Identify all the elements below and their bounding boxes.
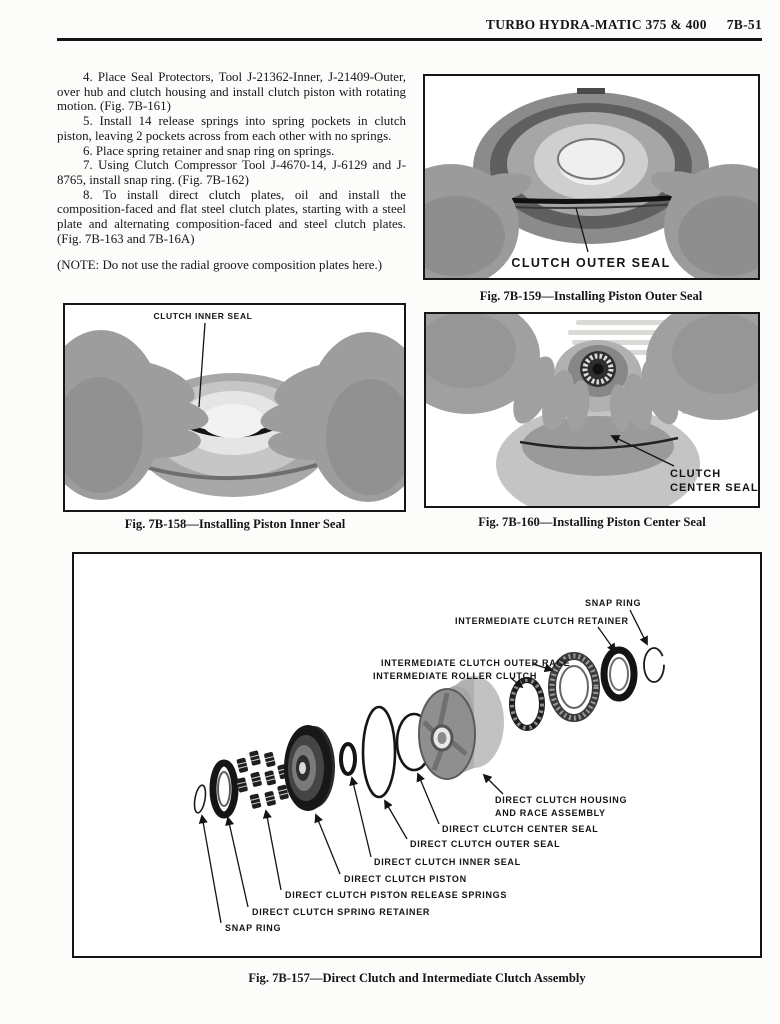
step-paragraph: 6. Place spring retainer and snap ring on springs. — [83, 143, 335, 158]
label-direct-clutch-spring-retainer: DIRECT CLUTCH SPRING RETAINER — [252, 907, 431, 917]
fig-7b160-caption: Fig. 7B-160—Installing Piston Center Seal — [478, 515, 706, 529]
spring-retainer-part — [213, 763, 235, 815]
fig-7b160-illustration — [426, 314, 758, 506]
label-direct-clutch-housing-line1: DIRECT CLUTCH HOUSING — [495, 795, 628, 805]
fig-7b158-illustration — [65, 305, 404, 510]
photo-label: CLUTCH OUTER SEAL — [511, 256, 671, 270]
fig-7b159-caption: Fig. 7B-159—Installing Piston Outer Seal — [479, 289, 703, 303]
snap-ring-top-part — [644, 648, 664, 682]
direct-clutch-housing-part — [419, 676, 504, 779]
fig-7b157-diagram — [74, 554, 760, 956]
page-header — [486, 17, 762, 33]
label-direct-clutch-piston: DIRECT CLUTCH PISTON — [344, 874, 467, 884]
fig-7b160-photo — [424, 312, 760, 508]
page-number: 7B-51 — [726, 17, 762, 32]
header-title: TURBO HYDRA-MATIC 375 & 400 — [485, 17, 707, 32]
outer-seal-part — [363, 707, 395, 797]
fig-7b158-caption: Fig. 7B-158—Installing Piston Inner Seal — [124, 517, 346, 531]
label-intermediate-clutch-retainer: INTERMEDIATE CLUTCH RETAINER — [455, 616, 629, 626]
label-intermediate-clutch-outer-race: INTERMEDIATE CLUTCH OUTER RACE — [381, 658, 571, 668]
label-direct-clutch-center-seal: DIRECT CLUTCH CENTER SEAL — [442, 824, 599, 834]
step-paragraph: 8. To install direct clutch plates, oil and install the composition-faced and flat steel clutch plates, starting with a steel plate and alternating composition-faced and steel clutch plates. (Fig. 7B-163 and 7B-16A) — [57, 187, 406, 246]
body-text-column — [57, 70, 406, 273]
label-direct-clutch-housing-line2: AND RACE ASSEMBLY — [495, 808, 606, 818]
fig-7b159-illustration — [425, 76, 758, 278]
fig-7b158-photo — [63, 303, 406, 512]
fig-7b157-diagram-box — [72, 552, 762, 958]
intermediate-roller-clutch-part — [512, 680, 542, 728]
photo-label-line1: CLUTCH — [670, 468, 722, 480]
label-snap-ring-top: SNAP RING — [585, 598, 642, 608]
label-direct-clutch-inner-seal: DIRECT CLUTCH INNER SEAL — [374, 857, 521, 867]
header-rule — [57, 38, 762, 41]
snap-ring-bottom-part — [193, 784, 208, 813]
fig-7b159-photo — [423, 74, 760, 280]
photo-label: CLUTCH INNER SEAL — [153, 311, 253, 321]
label-snap-ring-bottom: SNAP RING — [225, 923, 282, 933]
step-paragraph: 5. Install 14 release springs into spring pockets in clutch piston, leaving 2 pockets across from each other with no springs. — [57, 114, 406, 143]
fig-7b157-caption: Fig. 7B-157—Direct Clutch and Intermediate Clutch Assembly — [248, 971, 586, 985]
direct-clutch-piston-part — [284, 725, 335, 811]
label-intermediate-roller-clutch: INTERMEDIATE ROLLER CLUTCH — [373, 671, 538, 681]
step-paragraph: 4. Place Seal Protectors, Tool J-21362-Inner, J-21409-Outer, over hub and clutch housing and install clutch piston with rotating motion. (Fig. 7B-161) — [57, 70, 406, 114]
step-paragraph: 7. Using Clutch Compressor Tool J-4670-14, J-6129 and J-8765, install snap ring. (Fig. 7B-162) — [57, 158, 406, 187]
label-direct-clutch-outer-seal: DIRECT CLUTCH OUTER SEAL — [410, 839, 561, 849]
photo-label-line2: CENTER SEAL — [670, 482, 758, 494]
intermediate-clutch-retainer-part — [604, 650, 634, 698]
inner-seal-part — [341, 744, 355, 774]
label-direct-clutch-piston-release-springs: DIRECT CLUTCH PISTON RELEASE SPRINGS — [285, 890, 508, 900]
note-paragraph: (NOTE: Do not use the radial groove composition plates here.) — [57, 258, 383, 273]
